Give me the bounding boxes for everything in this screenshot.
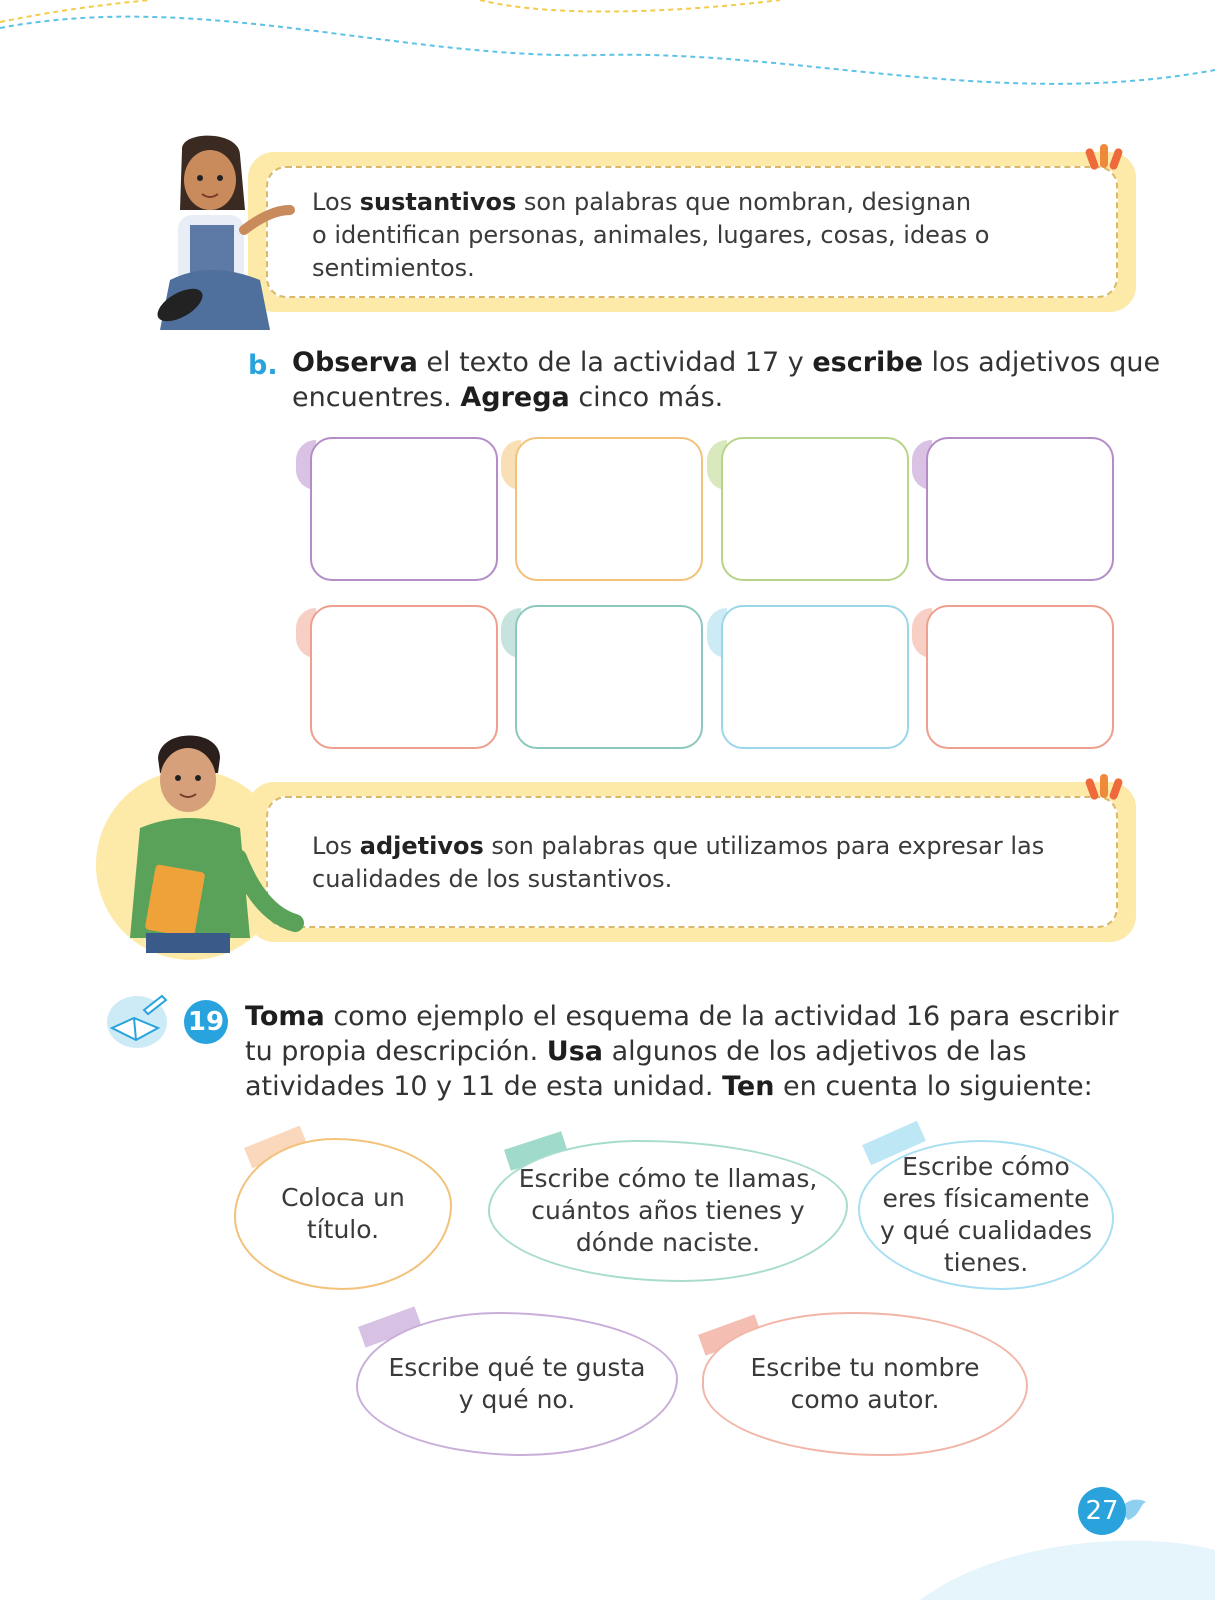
- activity-number-badge: 19: [184, 1000, 228, 1044]
- sustantivos-definition: Los sustantivos son palabras que nombran, designan o identifican personas, animales, lugares, cosas, ideas o sentimientos.: [312, 188, 990, 282]
- bottom-wave-decoration: [0, 1520, 1215, 1600]
- adjective-box-8[interactable]: [926, 605, 1114, 749]
- adjective-box-6[interactable]: [515, 605, 703, 749]
- adjective-box-7[interactable]: [721, 605, 909, 749]
- page-number: 27: [1078, 1487, 1126, 1535]
- adjective-box-1[interactable]: [310, 437, 498, 581]
- burst-icon: [1084, 772, 1128, 808]
- item-letter: b.: [248, 350, 278, 381]
- tip-cloud-name-age-birthplace: Escribe cómo te llamas, cuántos años tienes y dónde naciste.: [488, 1140, 848, 1282]
- boy-character-illustration: [120, 728, 305, 958]
- girl-character-illustration: [150, 130, 310, 345]
- adjective-box-5[interactable]: [310, 605, 498, 749]
- activity-19-instruction: Toma como ejemplo el esquema de la actividad 16 para escribir tu propia descripción. Usa algunos de los adjetivos de las atividades 10 y 11 de esta unidad. Ten en cuenta lo siguiente:: [245, 1001, 1119, 1102]
- tip-cloud-author-name: Escribe tu nombre como autor.: [702, 1312, 1028, 1456]
- top-wave-decoration: [0, 0, 1215, 120]
- adjective-box-3[interactable]: [721, 437, 909, 581]
- adjetivos-definition: Los adjetivos son palabras que utilizamos para expresar las cualidades de los sustantivos.: [312, 832, 1045, 893]
- tip-cloud-physical-qualities: Escribe cómo eres físicamente y qué cualidades tienes.: [858, 1140, 1114, 1290]
- item-b-instruction: Observa el texto de la actividad 17 y escribe los adjetivos que encuentres. Agrega cinco más.: [292, 347, 1161, 413]
- burst-icon: [1084, 142, 1128, 178]
- adjective-box-2[interactable]: [515, 437, 703, 581]
- adjective-box-4[interactable]: [926, 437, 1114, 581]
- writing-activity-icon: [104, 990, 170, 1050]
- tip-cloud-title: Coloca un título.: [234, 1138, 452, 1290]
- tip-cloud-likes-dislikes: Escribe qué te gusta y qué no.: [356, 1312, 678, 1456]
